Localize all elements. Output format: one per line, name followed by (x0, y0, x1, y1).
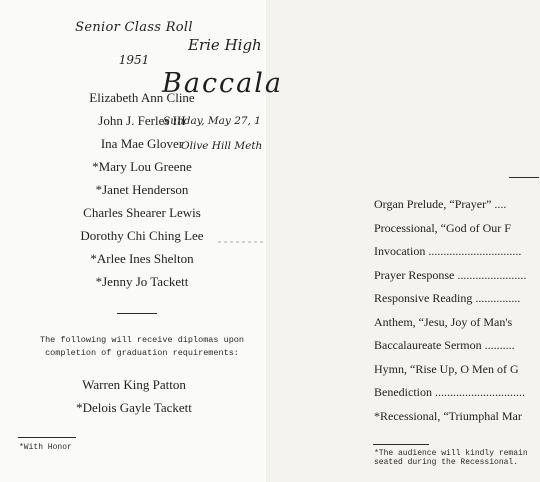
recessional-footnote (374, 449, 528, 467)
graduate-name: Dorothy Chi Ching Lee (80, 228, 204, 243)
program-item: *Recessional, “Triumphal Mar (374, 408, 522, 423)
pending-graduate-name: Warren King Patton (82, 377, 186, 392)
pending-graduate-name: *Delois Gayle Tackett (76, 400, 192, 415)
program-item: Invocation ............................... (374, 244, 522, 258)
program-item: Benediction .............................. (374, 385, 525, 399)
graduate-name: *Jenny Jo Tackett (95, 274, 189, 289)
graduate-name: Ina Mae Glover (100, 136, 184, 151)
class-year: 1951 (118, 53, 150, 67)
graduate-name: Elizabeth Ann Cline (89, 90, 195, 105)
graduate-name: John J. Ferles III (98, 113, 186, 128)
program-item: Processional, “God of Our F (374, 220, 511, 235)
honor-footnote: *With Honor (19, 443, 72, 452)
graduate-name: *Janet Henderson (95, 182, 189, 197)
footnote-rule (373, 444, 429, 445)
graduate-name: *Mary Lou Greene (92, 159, 192, 174)
recessional-footnote-line: *The audience will kindly remain (374, 449, 528, 458)
school-name: Erie High (188, 36, 262, 54)
graduate-name: *Arlee Ines Shelton (90, 251, 194, 266)
program-item: Hymn, “Rise Up, O Men of G (374, 361, 519, 376)
program-item: Anthem, “Jesu, Joy of Man's (374, 314, 513, 329)
service-date: Sunday, May 27, 1 (163, 115, 261, 127)
recessional-footnote-line: seated during the Recessional. (374, 458, 519, 467)
diploma-notice-line: completion of graduation requirements: (45, 348, 239, 358)
program-item: Baccalaureate Sermon .......... (374, 338, 515, 352)
divider (509, 177, 539, 178)
roll-title: Senior Class Roll (75, 20, 193, 35)
service-title: Baccala (162, 68, 284, 99)
program-list (374, 193, 540, 428)
graduate-name: Charles Shearer Lewis (83, 205, 201, 220)
diploma-notice-line: The following will receive diplomas upon (39, 335, 245, 345)
service-location: Olive Hill Meth (181, 140, 263, 152)
program-item: Organ Prelude, “Prayer” .... (374, 197, 507, 211)
program-item: Prayer Response ....................... (374, 267, 527, 282)
program-item: Responsive Reading ............... (374, 291, 521, 305)
